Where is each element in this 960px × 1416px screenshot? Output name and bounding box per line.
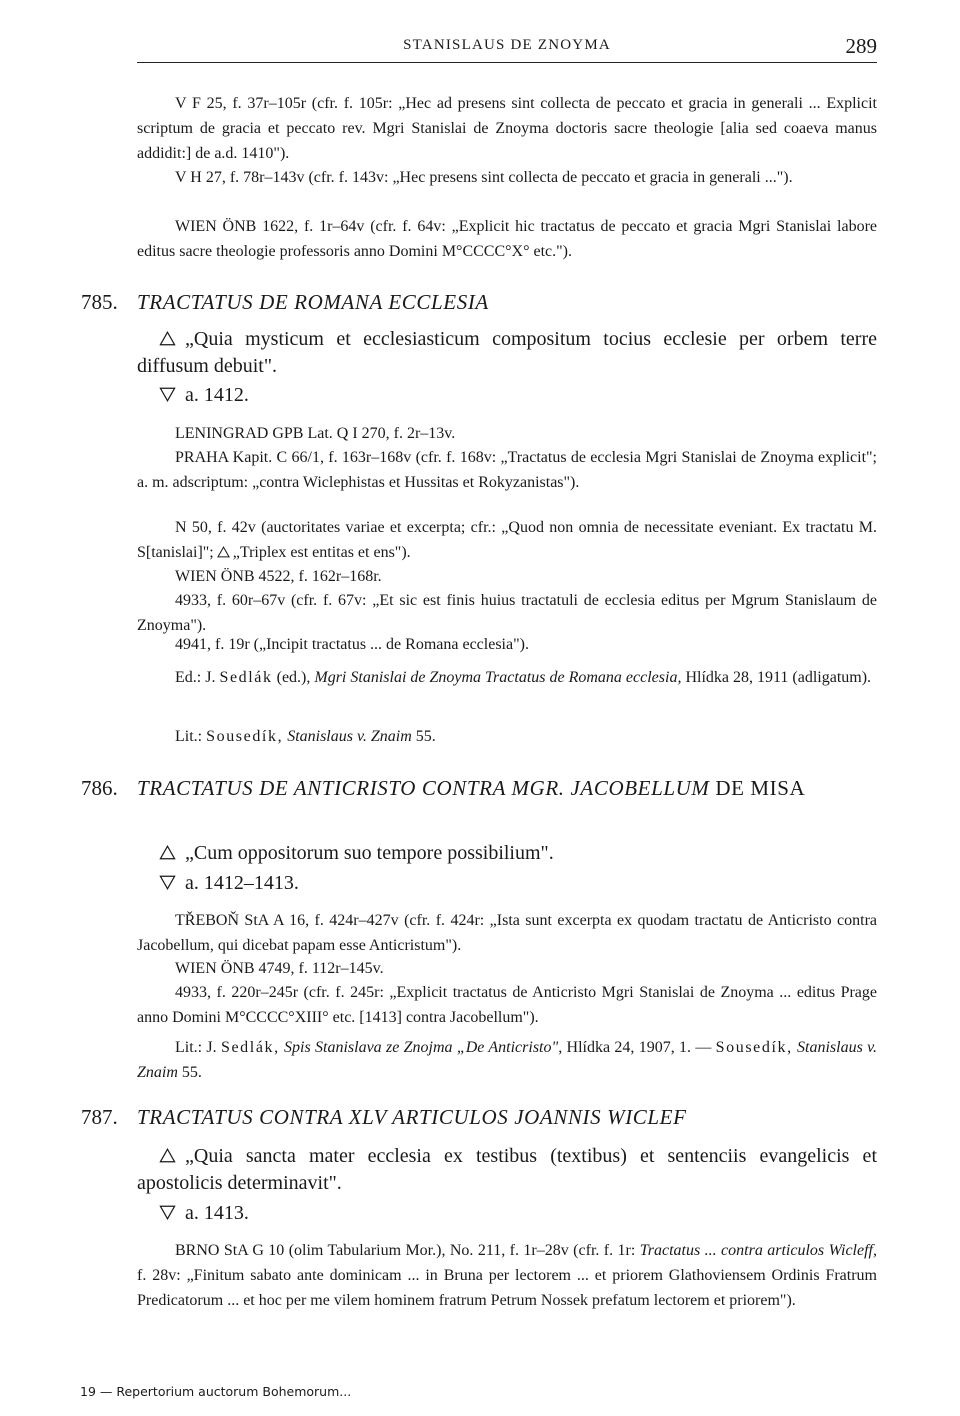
edition-line xyxy=(137,665,877,690)
manuscript-entry: TŘEBOŇ StA A 16, f. 424r–427v (cfr. f. 424r: „Ista sunt excerpta ex quodam tractatu de Anticristo contra Jacobellum, qui dicebat papam esse Anticristum"). xyxy=(137,912,877,954)
running-head xyxy=(137,36,877,63)
edition-mid: (ed.), xyxy=(276,669,311,686)
entry-heading-786 xyxy=(81,774,877,802)
lit-rest: 55. xyxy=(181,1064,202,1081)
incipit xyxy=(137,326,877,380)
manuscript-entry: V H 27, f. 78r–143v (cfr. f. 143v: „Hec presens sint collecta de peccato et gracia in generali ..."). xyxy=(175,169,793,186)
date-text: a. 1413. xyxy=(185,1202,249,1224)
incipit-triangle-icon xyxy=(159,1148,176,1163)
manuscript-text: N 50, f. 42v (auctoritates variae et excerpta; cfr.: „Quod non omnia de necessitate eveniant. Ex tractatu M. S[tanislai]"; xyxy=(137,519,877,561)
manuscript-text: BRNO StA G 10 (olim Tabularium Mor.), No. 211, f. 1r–28v (cfr. f. 1r: xyxy=(175,1242,636,1259)
date-text: a. 1412–1413. xyxy=(185,872,299,894)
manuscript-entry: PRAHA Kapit. C 66/1, f. 163r–168v (cfr. f. 168v: „Tractatus de ecclesia Mgri Stanislai de Znoyma explicit"; a. m. adscriptum: „contra Wiclephistas et Hussitas et Rokyzanistas"). xyxy=(137,449,877,491)
lit-mid: Hlídka 24, 1907, 1. — xyxy=(566,1039,712,1056)
entry-title: TRACTATUS DE ROMANA ECCLESIA xyxy=(137,290,489,314)
literature-line xyxy=(137,724,877,749)
editor-name: Sedlák xyxy=(219,669,273,686)
running-title: STANISLAUS DE ZNOYMA xyxy=(403,37,611,53)
lit-label: Lit.: J. xyxy=(175,1039,217,1056)
lit-rest: 55. xyxy=(415,728,436,745)
manuscript-entry: LENINGRAD GPB Lat. Q I 270, f. 2r–13v. xyxy=(175,425,456,442)
date-line xyxy=(159,870,299,897)
footer-signature: 19 — Repertorium auctorum Bohemorum... xyxy=(80,1384,352,1399)
edition-rest: Hlídka 28, 1911 (adligatum). xyxy=(685,669,872,686)
explicit-triangle-icon xyxy=(159,1205,176,1220)
incipit-text: „Quia sancta mater ecclesia ex testibus (textibus) et sentenciis evangelicis et apostolicis determinavit". xyxy=(137,1145,877,1194)
entry-title: TRACTATUS DE ANTICRISTO CONTRA MGR. JACOBELLUM xyxy=(137,776,710,800)
manuscript-entry xyxy=(137,1238,877,1313)
page-number: 289 xyxy=(845,34,877,58)
edition-label: Ed.: J. xyxy=(175,669,216,686)
entry-heading-787 xyxy=(81,1103,877,1131)
entry-number: 787. xyxy=(81,1105,118,1129)
manuscript-italic: Tractatus ... contra articulos Wicleff, xyxy=(639,1242,877,1259)
entry-title: TRACTATUS CONTRA XLV ARTICULOS JOANNIS WICLEF xyxy=(137,1105,687,1129)
explicit-triangle-icon xyxy=(159,387,176,402)
incipit xyxy=(137,1143,877,1197)
lit-author: Sedlák, xyxy=(220,1039,280,1056)
entry-number: 785. xyxy=(81,290,118,314)
date-line xyxy=(159,382,249,409)
entry-number: 786. xyxy=(81,776,118,800)
manuscript-text: „Triplex est entitas et ens"). xyxy=(232,544,411,561)
manuscript-entry: 4933, f. 220r–245r (cfr. f. 245r: „Explicit tractatus de Anticristo Mgri Stanislai de Znoyma ... editus Prage anno Domini M°CCCC°XIII° etc. [1413] contra Jacobellum"). xyxy=(137,984,877,1026)
incipit-text: „Quia mysticum et ecclesiasticum compositum tocius ecclesie per orbem terre diffusum debuit". xyxy=(137,328,877,377)
explicit-triangle-icon xyxy=(159,875,176,890)
manuscript-entry: V F 25, f. 37r–105r (cfr. f. 105r: „Hec ad presens sint collecta de peccato et gracia in generali ... Explicit scriptum de gracia et peccato rev. Mgri Stanislai de Znoyma doctoris sacre theologie [alia sed coaeva manus addidit:] de a.d. 1410"). xyxy=(137,95,877,162)
manuscript-text: f. 28v: „Finitum sabato ante dominicam ... in Bruna per lectorem ... et priorem Glathoviensem Ordinis Fratrum Predicatorum ... et hoc per me vilem hominem fratrum Petrum Nossek prefatum lectorem et priorem"). xyxy=(137,1267,877,1309)
incipit-text: „Cum oppositorum suo tempore possibilium". xyxy=(185,842,554,864)
incipit-triangle-icon xyxy=(159,331,176,346)
manuscript-entry: 4941, f. 19r („Incipit tractatus ... de Romana ecclesia"). xyxy=(175,636,529,653)
lit-author: Sousedík, xyxy=(715,1039,793,1056)
manuscript-entry: WIEN ÖNB 4522, f. 162r–168r. xyxy=(175,568,382,585)
lit-label: Lit.: xyxy=(175,728,203,745)
lit-author: Sousedík, xyxy=(206,728,284,745)
incipit xyxy=(137,840,877,867)
entry-title-rest: DE MISA xyxy=(715,776,806,800)
lit-title: Spis Stanislava ze Znojma „De Anticristo", xyxy=(284,1039,563,1056)
date-line xyxy=(159,1200,249,1227)
incipit-triangle-icon xyxy=(159,845,176,860)
date-text: a. 1412. xyxy=(185,384,249,406)
incipit-triangle-icon xyxy=(217,546,230,558)
manuscript-entry xyxy=(137,515,877,565)
lit-title: Stanislaus v. Znaim xyxy=(137,1039,878,1081)
manuscript-entry: 4933, f. 60r–67v (cfr. f. 67v: „Et sic est finis huius tractatuli de ecclesia editus per Mgrum Stanislaum de Znoyma"). xyxy=(137,592,877,634)
manuscript-entry: WIEN ÖNB 4749, f. 112r–145v. xyxy=(175,960,384,977)
edition-title: Mgri Stanislai de Znoyma Tractatus de Romana ecclesia, xyxy=(314,669,682,686)
lit-title: Stanislaus v. Znaim xyxy=(287,728,412,745)
entry-heading-785 xyxy=(81,288,877,316)
literature-line xyxy=(137,1035,877,1085)
manuscript-entry: WIEN ÖNB 1622, f. 1r–64v (cfr. f. 64v: „Explicit hic tractatus de peccato et gracia Mgri Stanislai labore editus sacre theologie professoris anno Domini M°CCCC°X° etc."). xyxy=(137,218,877,260)
